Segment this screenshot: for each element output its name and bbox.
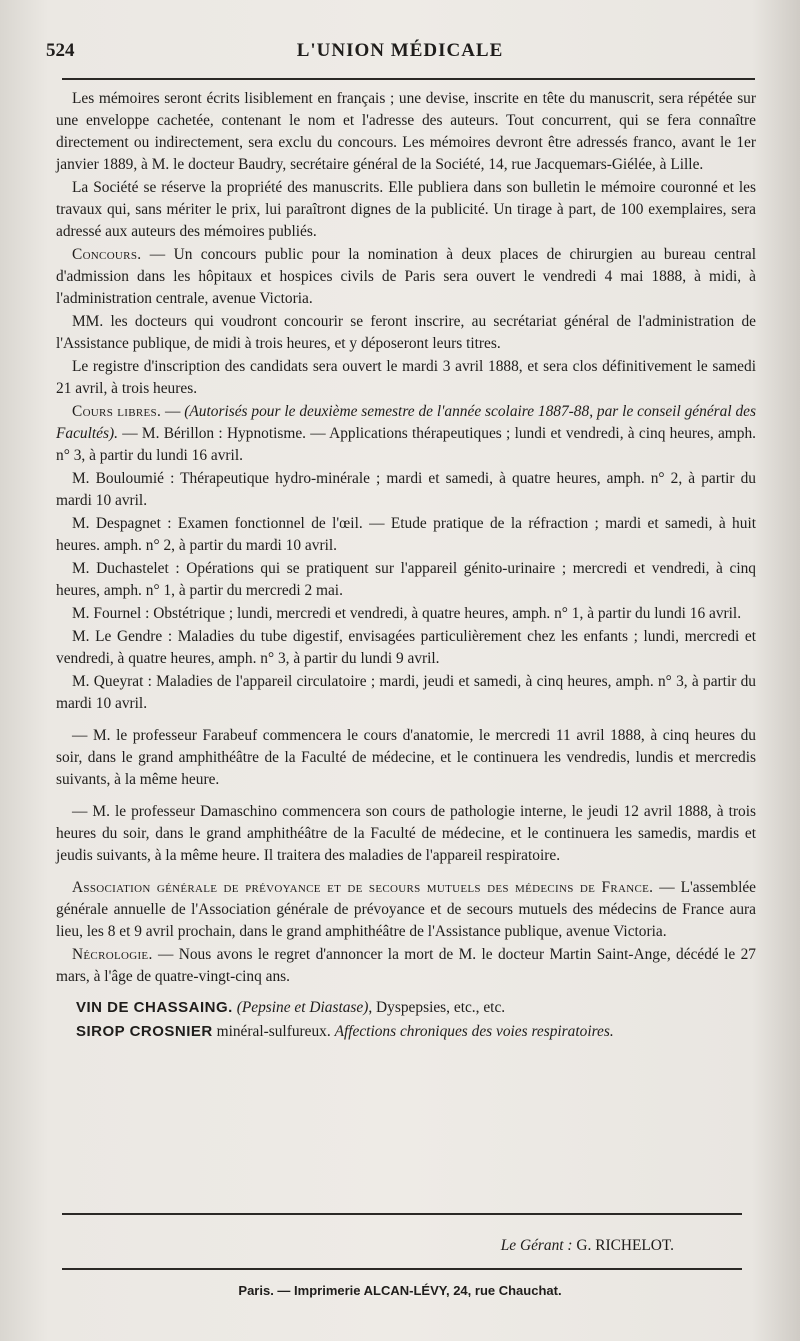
- association-heading: Association générale de prévoyance et de secours mutuels des médecins de France.: [72, 879, 654, 896]
- necrologie-heading: Nécrologie.: [72, 946, 153, 963]
- paragraph-fournel: M. Fournel : Obstétrique ; lundi, mercredi et vendredi, à quatre heures, amph. n° 1, à partir du lundi 16 avril.: [72, 605, 742, 622]
- footer-rule-bottom: [62, 1268, 742, 1270]
- paragraph-concours: [56, 244, 756, 310]
- running-title: L'UNION MÉDICALE: [296, 40, 504, 61]
- paragraph-queyrat: M. Queyrat : Maladies de l'appareil circulatoire ; mardi, jeudi et samedi, à cinq heures, amph. n° 3, à partir du mardi 10 avril.: [56, 673, 756, 712]
- paragraph-registre: Le registre d'inscription des candidats sera ouvert le mardi 3 avril 1888, et sera clos définitivement le samedi 21 avril, à trois heures.: [56, 358, 756, 397]
- paragraph-bouloumie: M. Bouloumié : Thérapeutique hydro-minérale ; mardi et samedi, à quatre heures, amph. n° 2, à partir du mardi 10 avril.: [56, 470, 756, 509]
- page-number: 524: [46, 40, 75, 61]
- ad-sirop-italic: Affections chroniques des voies respiratoires.: [334, 1023, 614, 1040]
- paragraph-farabeuf: — M. le professeur Farabeuf commencera le cours d'anatomie, le mercredi 11 avril 1888, à cinq heures du soir, dans le grand amphithéâtre de la Faculté de médecine, et le continuera les vendredis, lundis et mercredis suivants, à la même heure.: [56, 727, 756, 788]
- cours-dash: —: [161, 403, 185, 420]
- gerant-label: Le Gérant :: [500, 1237, 573, 1254]
- ad-sirop-text: minéral-sulfureux.: [212, 1023, 335, 1040]
- ad-vin-name: VIN DE CHASSAING.: [76, 999, 233, 1016]
- ad-sirop-crosnier: [76, 1020, 756, 1044]
- paragraph-propriete: La Société se réserve la propriété des manuscrits. Elle publiera dans son bulletin le mémoire couronné et les travaux qui, sans mériter le prix, lui paraîtront dignes de la publicité. Un tirage à part, de 100 exemplaires, sera adressé aux auteurs des mémoires publiés.: [56, 179, 756, 240]
- gerant-name: G. RICHELOT.: [572, 1237, 674, 1254]
- ad-sirop-name: SIROP CROSNIER: [76, 1023, 213, 1040]
- cours-heading: Cours libres.: [72, 403, 162, 420]
- paragraph-cours-libres: [56, 401, 756, 467]
- concours-heading: Concours.: [72, 246, 142, 263]
- paragraph-despagnet: M. Despagnet : Examen fonctionnel de l'œil. — Etude pratique de la réfraction ; mardi et samedi, à huit heures. amph. n° 2, à partir du mardi 10 avril.: [56, 515, 756, 554]
- paragraph-damaschino: — M. le professeur Damaschino commencera son cours de pathologie interne, le jeudi 12 avril 1888, à trois heures du soir, dans le grand amphithéâtre de la Faculté de médecine, et le continuera les samedis, mardis et jeudis suivants, à la même heure. Il traitera des maladies de l'appareil respiratoire.: [56, 803, 756, 864]
- paragraph-inscription: MM. les docteurs qui voudront concourir se feront inscrire, au secrétariat général de l'administration de l'Assistance publique, de midi à trois heures, et y déposeront leurs titres.: [56, 313, 756, 352]
- header-rule: [62, 78, 755, 80]
- paragraph-association: [56, 877, 756, 943]
- paragraph-legendre: M. Le Gendre : Maladies du tube digestif, envisagées particulièrement chez les enfants ; lundi, mercredi et vendredi, à quatre heures, amph. n° 3, à partir du lundi 9 avril.: [56, 628, 756, 667]
- ad-vin-text: , Dyspepsies, etc., etc.: [368, 999, 506, 1016]
- page-header: [46, 40, 754, 70]
- necrologie-text: — Nous avons le regret d'annoncer la mort de M. le docteur Martin Saint-Ange, décédé le 27 mars, à l'âge de quatre-vingt-cinq ans.: [56, 946, 756, 985]
- paragraph-memoires: Les mémoires seront écrits lisiblement en français ; une devise, inscrite en tête du manuscrit, sera répétée sur une enveloppe cachetée, contenant le nom et l'adresse des auteurs. Tout concurrent, qui se fera connaître directement ou indirectement, sera exclu du concours. Les mémoires devront être adressés franco, avant le 1er janvier 1889, à M. le docteur Baudry, secrétaire général de la Société, 14, rue Jacquemars-Giélée, à Lille.: [56, 90, 756, 173]
- cours-authorization: (Autorisés pour le deuxième semestre de l'année scolaire 1887-88, par le conseil général des Facultés).: [56, 403, 756, 442]
- ad-vin-italic: (Pepsine et Diastase): [236, 999, 369, 1016]
- paragraph-duchastelet: M. Duchastelet : Opérations qui se pratiquent sur l'appareil génito-urinaire ; mercredi et vendredi, à cinq heures, amph. n° 1, à partir du mercredi 2 mai.: [56, 560, 756, 599]
- cours-berillon: — M. Bérillon : Hypnotisme. — Applications thérapeutiques ; lundi et vendredi, à cinq heures, amph. n° 3, à partir du lundi 16 avril.: [56, 425, 756, 464]
- gerant-signature: [501, 1237, 674, 1255]
- concours-text: — Un concours public pour la nomination à deux places de chirurgien au bureau central d'admission dans les hôpitaux et hospices civils de Paris sera ouvert le vendredi 4 mai 1888, à midi, à l'administration centrale, avenue Victoria.: [56, 246, 756, 307]
- page-body: [56, 88, 756, 1044]
- association-text: — L'assemblée générale annuelle de l'Association générale de prévoyance et de secours mutuels des médecins de France aura lieu, les 8 et 9 avril prochain, dans le grand amphithéâtre de l'Assistance publique, avenue Victoria.: [56, 879, 757, 940]
- ad-vin-chassaing: [76, 996, 756, 1020]
- paragraph-necrologie: [56, 944, 756, 988]
- footer-rule-top: [62, 1213, 742, 1215]
- printer-imprint: Paris. — Imprimerie ALCAN-LÉVY, 24, rue Chauchat.: [238, 1283, 562, 1298]
